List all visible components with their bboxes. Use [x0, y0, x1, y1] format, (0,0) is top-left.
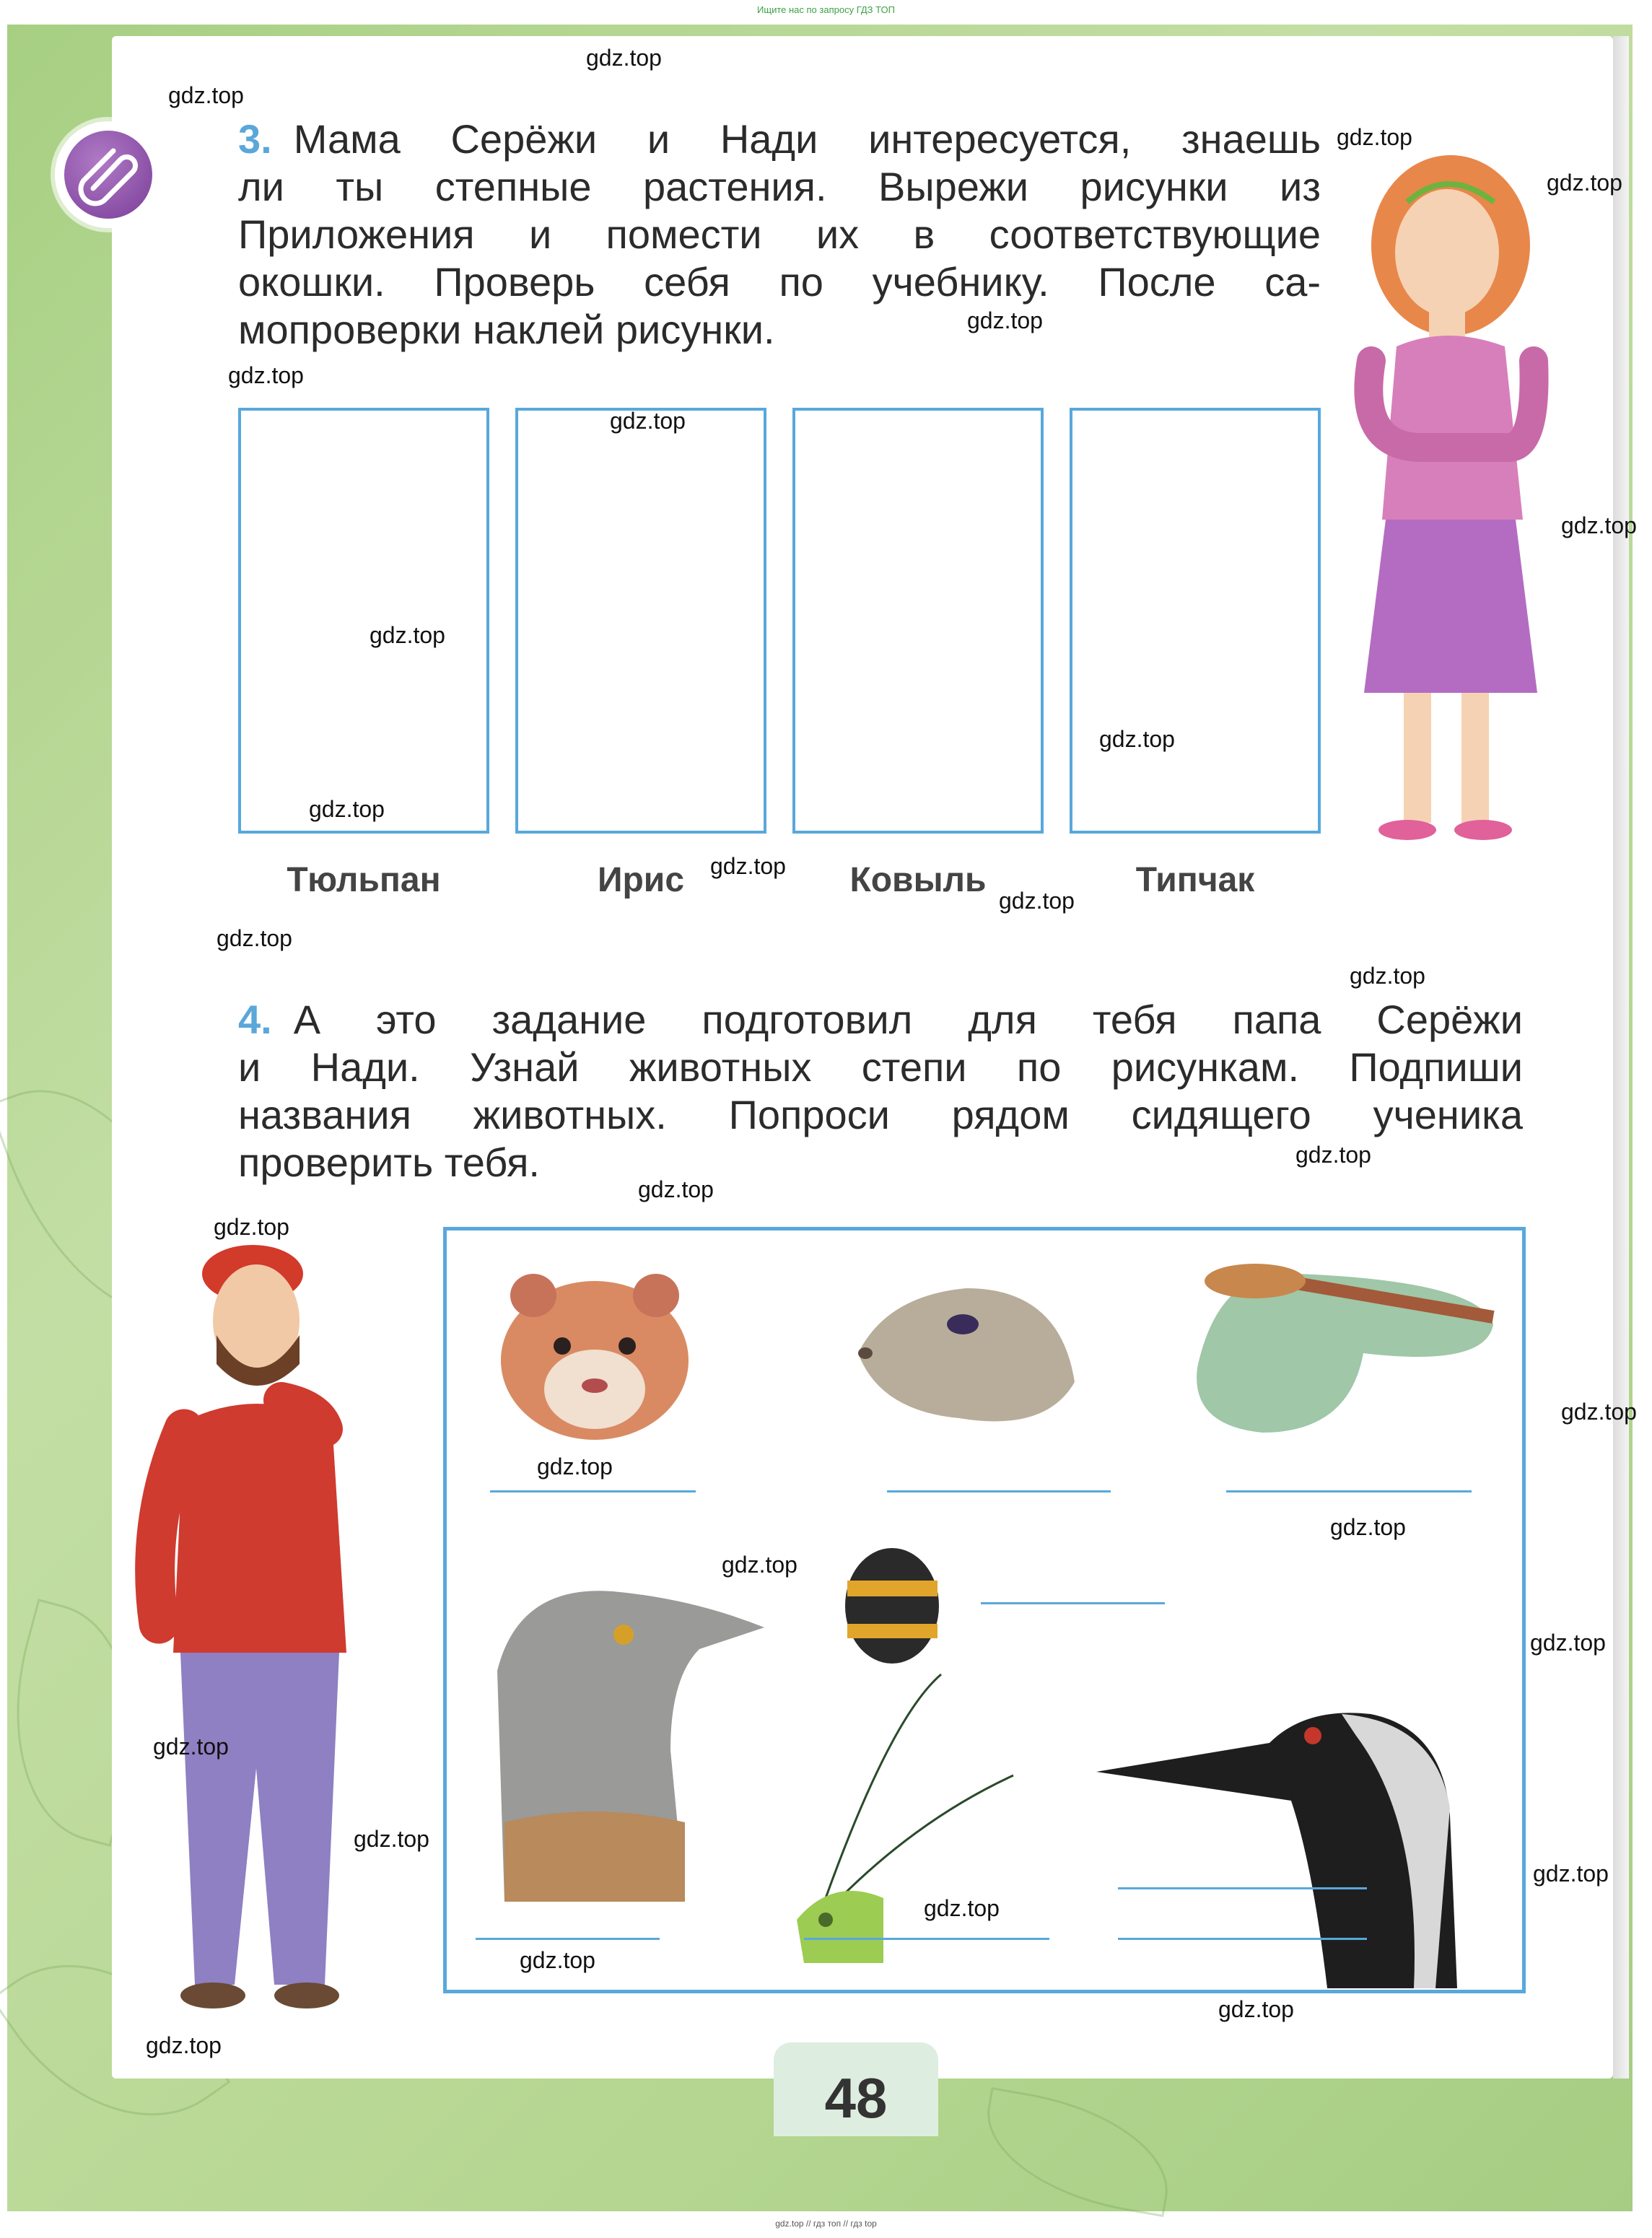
task4-line: проверить тебя.	[238, 1140, 540, 1185]
answer-line-hamster[interactable]	[490, 1490, 696, 1492]
watermark: gdz.top	[1530, 1630, 1606, 1656]
watermark: gdz.top	[1330, 1514, 1406, 1540]
task4-line: и Нади. Узнай животных степи по рисункам. Подпиши	[238, 1044, 1523, 1090]
plant-box-feather-grass[interactable]	[792, 408, 1044, 834]
watermark: gdz.top	[217, 925, 292, 951]
page-edge	[1613, 36, 1629, 2079]
task3-line: ли ты степные растения. Вырежи рисунки из	[238, 164, 1321, 209]
answer-line-crane[interactable]	[1118, 1887, 1367, 1889]
watermark: gdz.top	[354, 1826, 429, 1852]
task4-number: 4.	[238, 997, 272, 1042]
ground-squirrel-image	[844, 1274, 1089, 1440]
watermark: gdz.top	[309, 796, 385, 822]
watermark: gdz.top	[1533, 1861, 1609, 1887]
task3-text	[238, 115, 1321, 354]
watermark: gdz.top	[1218, 1996, 1294, 2022]
watermark: gdz.top	[168, 82, 244, 108]
plant-label-fescue: Типчак	[1135, 861, 1255, 899]
watermark: gdz.top	[710, 853, 786, 879]
clip-badge	[55, 121, 162, 228]
watermark: gdz.top	[967, 307, 1043, 333]
task3-number: 3.	[238, 116, 272, 162]
answer-line-ground-squirrel[interactable]	[887, 1490, 1111, 1492]
watermark: gdz.top	[1350, 963, 1425, 989]
watermark: gdz.top	[1295, 1142, 1371, 1168]
mother-illustration	[1328, 144, 1566, 859]
watermark: gdz.top	[537, 1454, 613, 1479]
task4-line: А это задание подготовил для тебя папа Серёжи	[293, 997, 1523, 1042]
hamster-image	[490, 1267, 699, 1447]
watermark: gdz.top	[610, 408, 686, 434]
task3-line: Приложения и помести их в соответствующие	[238, 211, 1321, 257]
watermark: gdz.top	[1099, 726, 1175, 752]
answer-line-locust[interactable]	[1226, 1490, 1472, 1492]
watermark: gdz.top	[146, 2032, 222, 2058]
watermark: gdz.top	[924, 1895, 1000, 1921]
plant-box-tulip[interactable]	[238, 408, 489, 834]
answer-line-bustard[interactable]	[476, 1938, 660, 1940]
watermark: gdz.top	[153, 1734, 229, 1760]
watermark: gdz.top	[370, 622, 445, 648]
answer-line-bumblebee[interactable]	[981, 1602, 1165, 1604]
task3-line: мопроверки наклей рисунки.	[238, 307, 775, 352]
watermark: gdz.top	[586, 45, 662, 71]
watermark: gdz.top	[1337, 124, 1412, 150]
locust-image	[1176, 1252, 1500, 1440]
watermark: gdz.top	[1561, 512, 1637, 538]
plant-label-feather-grass: Ковыль	[849, 861, 987, 899]
bumblebee-image	[840, 1541, 945, 1667]
task4-line: названия животных. Попроси рядом сидящего ученика	[238, 1092, 1523, 1137]
answer-line-crane-2[interactable]	[1118, 1938, 1367, 1940]
watermark: gdz.top	[520, 1947, 595, 1973]
answer-line-grasshopper[interactable]	[804, 1938, 1049, 1940]
task3-line: Мама Серёжи и Нади интересуется, знаешь	[293, 116, 1321, 162]
plant-label-tulip: Тюльпан	[287, 861, 441, 899]
watermark: gdz.top	[1561, 1399, 1637, 1425]
watermark: gdz.top	[999, 888, 1075, 914]
page-number: 48	[824, 2066, 888, 2130]
father-illustration	[130, 1220, 375, 2035]
animals-frame	[443, 1227, 1526, 1993]
top-banner: Ищите нас по запросу ГДЗ ТОП	[757, 4, 895, 15]
plant-box-fescue[interactable]	[1070, 408, 1321, 834]
paperclip-icon	[64, 131, 152, 219]
bottom-banner: gdz.top // гдз топ // гдз top	[775, 2219, 877, 2229]
watermark: gdz.top	[722, 1552, 797, 1578]
leaf-decoration	[974, 2087, 1181, 2217]
task3-line: окошки. Проверь себя по учебнику. После са-	[238, 259, 1321, 305]
watermark: gdz.top	[228, 362, 304, 388]
grasshopper-image	[703, 1660, 1021, 1970]
plant-box-iris[interactable]	[515, 408, 766, 834]
plant-label-iris: Ирис	[597, 861, 685, 899]
watermark: gdz.top	[1547, 170, 1622, 196]
crane-image	[1096, 1635, 1522, 1988]
watermark: gdz.top	[638, 1176, 714, 1202]
watermark: gdz.top	[214, 1214, 289, 1240]
